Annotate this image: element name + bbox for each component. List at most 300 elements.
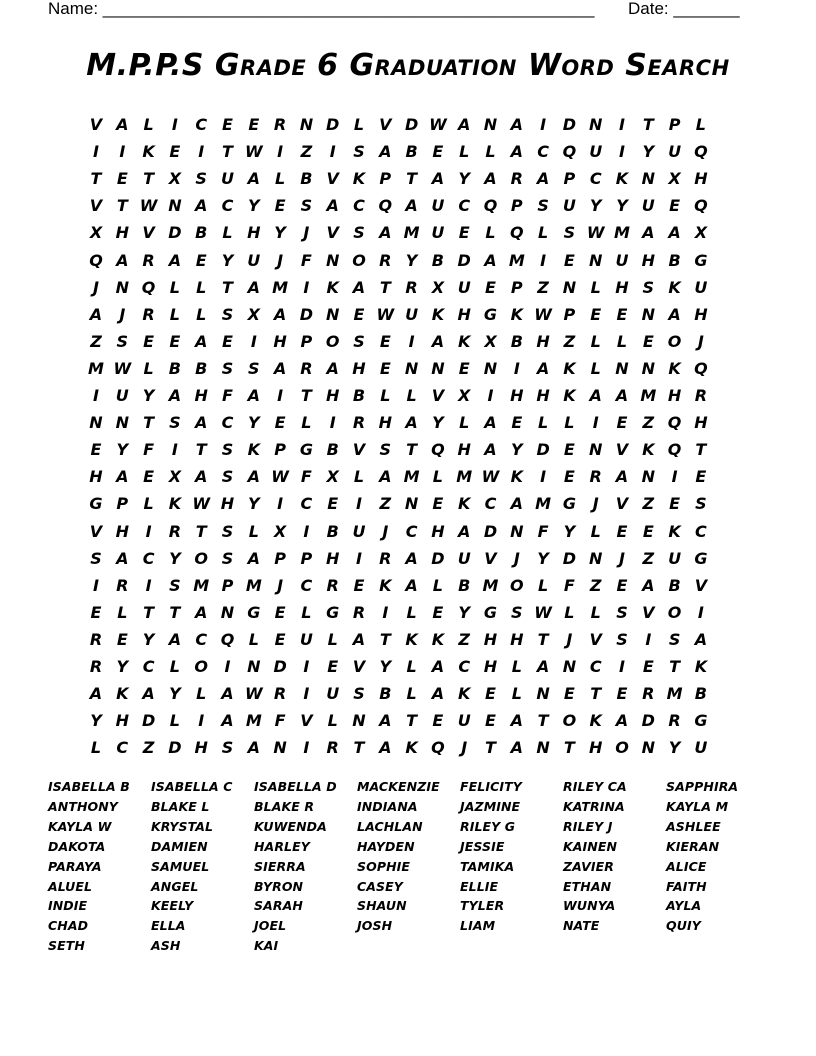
grid-letter[interactable]: V: [326, 169, 339, 189]
grid-letter[interactable]: Z: [642, 494, 655, 514]
grid-letter[interactable]: O: [352, 250, 366, 270]
grid-letter[interactable]: E: [353, 304, 365, 324]
grid-letter[interactable]: K: [589, 711, 602, 731]
grid-letter[interactable]: U: [668, 142, 682, 162]
grid-letter[interactable]: R: [694, 386, 708, 405]
grid-letter[interactable]: Y: [90, 711, 102, 731]
grid-letter[interactable]: A: [116, 467, 129, 487]
grid-letter[interactable]: A: [273, 358, 287, 378]
grid-letter[interactable]: Y: [142, 629, 155, 649]
grid-letter[interactable]: M: [456, 467, 473, 487]
grid-letter[interactable]: W: [192, 494, 211, 514]
grid-letter[interactable]: U: [668, 548, 682, 568]
grid-letter[interactable]: T: [169, 602, 181, 622]
grid-letter[interactable]: L: [169, 657, 180, 676]
grid-letter[interactable]: S: [221, 440, 234, 460]
grid-letter[interactable]: E: [169, 142, 181, 162]
grid-letter[interactable]: H: [352, 358, 366, 378]
grid-letter[interactable]: K: [247, 440, 260, 460]
grid-letter[interactable]: G: [562, 494, 576, 514]
grid-letter[interactable]: K: [405, 738, 418, 758]
grid-letter[interactable]: Q: [562, 142, 577, 162]
grid-letter[interactable]: L: [511, 657, 522, 676]
grid-letter[interactable]: S: [221, 304, 234, 324]
grid-letter[interactable]: Y: [169, 684, 181, 704]
grid-letter[interactable]: E: [432, 602, 444, 622]
grid-letter[interactable]: F: [537, 521, 549, 541]
grid-letter[interactable]: F: [274, 711, 286, 731]
grid-letter[interactable]: S: [300, 196, 313, 216]
grid-letter[interactable]: P: [300, 548, 313, 568]
grid-letter[interactable]: G: [694, 711, 708, 731]
grid-letter[interactable]: L: [143, 494, 154, 514]
grid-letter[interactable]: I: [303, 738, 310, 758]
grid-letter[interactable]: N: [89, 413, 103, 433]
grid-letter[interactable]: N: [404, 494, 419, 514]
grid-letter[interactable]: D: [273, 657, 287, 676]
grid-letter[interactable]: A: [194, 602, 208, 622]
grid-letter[interactable]: I: [540, 467, 547, 487]
grid-letter[interactable]: A: [116, 250, 129, 270]
grid-letter[interactable]: Z: [300, 142, 313, 162]
grid-letter[interactable]: S: [668, 629, 681, 649]
grid-letter[interactable]: X: [247, 304, 260, 324]
grid-letter[interactable]: Y: [274, 223, 286, 243]
grid-letter[interactable]: B: [326, 521, 339, 541]
grid-letter[interactable]: P: [563, 169, 576, 189]
grid-letter[interactable]: L: [380, 386, 391, 405]
grid-letter[interactable]: S: [221, 548, 234, 568]
grid-letter[interactable]: E: [485, 277, 496, 297]
grid-letter[interactable]: N: [325, 304, 340, 324]
grid-letter[interactable]: L: [274, 169, 286, 189]
grid-letter[interactable]: Q: [378, 196, 393, 216]
grid-letter[interactable]: I: [93, 142, 99, 162]
grid-letter[interactable]: L: [301, 602, 312, 622]
grid-letter[interactable]: L: [169, 711, 180, 731]
grid-letter[interactable]: C: [458, 657, 471, 676]
grid-letter[interactable]: X: [431, 277, 445, 297]
grid-letter[interactable]: C: [195, 115, 208, 134]
grid-letter[interactable]: L: [406, 657, 417, 676]
grid-letter[interactable]: U: [431, 223, 445, 243]
grid-letter[interactable]: E: [327, 657, 339, 676]
grid-letter[interactable]: S: [248, 358, 260, 378]
grid-letter[interactable]: A: [457, 115, 471, 134]
grid-letter[interactable]: L: [196, 684, 207, 704]
grid-letter[interactable]: K: [510, 304, 523, 324]
grid-letter[interactable]: A: [352, 629, 366, 649]
grid-letter[interactable]: L: [353, 115, 365, 134]
grid-letter[interactable]: A: [431, 684, 445, 704]
grid-letter[interactable]: E: [563, 440, 575, 460]
grid-letter[interactable]: A: [326, 196, 339, 216]
grid-letter[interactable]: A: [484, 413, 497, 433]
grid-letter[interactable]: J: [382, 521, 389, 541]
grid-letter[interactable]: W: [586, 223, 605, 243]
grid-letter[interactable]: C: [695, 521, 707, 541]
grid-letter[interactable]: R: [142, 250, 155, 270]
grid-letter[interactable]: B: [168, 358, 181, 378]
grid-letter[interactable]: Q: [694, 358, 708, 378]
grid-letter[interactable]: H: [694, 413, 708, 433]
grid-letter[interactable]: O: [667, 331, 682, 351]
grid-letter[interactable]: B: [694, 684, 707, 704]
grid-letter[interactable]: L: [590, 521, 601, 541]
grid-letter[interactable]: T: [195, 440, 207, 460]
grid-letter[interactable]: K: [510, 467, 523, 487]
grid-letter[interactable]: A: [642, 223, 655, 243]
grid-letter[interactable]: D: [483, 521, 498, 541]
grid-letter[interactable]: U: [457, 277, 471, 297]
grid-letter[interactable]: U: [694, 738, 708, 758]
grid-letter[interactable]: U: [247, 250, 261, 270]
grid-letter[interactable]: T: [300, 386, 312, 405]
grid-letter[interactable]: E: [432, 494, 444, 514]
grid-letter[interactable]: V: [615, 440, 629, 460]
grid-letter[interactable]: H: [325, 548, 340, 568]
grid-letter[interactable]: Y: [221, 250, 234, 270]
grid-letter[interactable]: H: [536, 386, 550, 405]
grid-letter[interactable]: S: [353, 142, 365, 162]
grid-letter[interactable]: U: [562, 196, 576, 216]
grid-letter[interactable]: U: [405, 304, 419, 324]
grid-letter[interactable]: N: [352, 711, 366, 731]
grid-letter[interactable]: V: [352, 440, 366, 460]
grid-letter[interactable]: G: [694, 250, 708, 270]
grid-letter[interactable]: A: [405, 413, 418, 433]
grid-letter[interactable]: Y: [668, 738, 681, 758]
grid-letter[interactable]: P: [274, 548, 286, 568]
grid-letter[interactable]: U: [457, 548, 471, 568]
grid-letter[interactable]: I: [303, 684, 310, 704]
grid-letter[interactable]: S: [221, 738, 234, 758]
grid-letter[interactable]: U: [457, 711, 471, 731]
grid-letter[interactable]: H: [667, 386, 682, 405]
grid-letter[interactable]: L: [564, 413, 575, 433]
grid-letter[interactable]: C: [537, 142, 549, 162]
grid-letter[interactable]: I: [145, 521, 152, 541]
grid-letter[interactable]: E: [695, 467, 707, 487]
grid-letter[interactable]: Z: [563, 331, 576, 351]
grid-letter[interactable]: U: [615, 250, 629, 270]
grid-letter[interactable]: T: [669, 657, 681, 676]
grid-letter[interactable]: G: [483, 304, 498, 324]
grid-letter[interactable]: H: [457, 304, 471, 324]
grid-letter[interactable]: E: [222, 331, 233, 351]
grid-letter[interactable]: H: [641, 250, 655, 270]
grid-letter[interactable]: D: [562, 115, 577, 134]
grid-letter[interactable]: I: [277, 142, 284, 162]
grid-letter[interactable]: Y: [169, 548, 181, 568]
grid-letter[interactable]: E: [248, 115, 260, 134]
grid-letter[interactable]: X: [89, 223, 103, 243]
grid-letter[interactable]: C: [195, 629, 208, 649]
grid-letter[interactable]: C: [405, 521, 418, 541]
grid-letter[interactable]: P: [300, 331, 313, 351]
grid-letter[interactable]: L: [248, 521, 259, 541]
grid-letter[interactable]: N: [431, 358, 445, 378]
grid-letter[interactable]: T: [353, 738, 365, 758]
grid-letter[interactable]: C: [142, 548, 155, 568]
grid-letter[interactable]: F: [222, 386, 233, 405]
grid-letter[interactable]: L: [143, 115, 154, 134]
grid-letter[interactable]: B: [668, 250, 681, 270]
grid-letter[interactable]: F: [563, 575, 575, 595]
grid-letter[interactable]: I: [171, 440, 178, 460]
grid-letter[interactable]: G: [694, 548, 708, 568]
grid-letter[interactable]: N: [168, 196, 182, 216]
grid-letter[interactable]: E: [274, 196, 286, 216]
grid-letter[interactable]: S: [221, 521, 234, 541]
grid-letter[interactable]: H: [115, 711, 129, 731]
grid-letter[interactable]: L: [432, 467, 443, 487]
grid-letter[interactable]: L: [353, 467, 365, 487]
grid-letter[interactable]: E: [642, 331, 654, 351]
grid-letter[interactable]: L: [695, 115, 706, 134]
grid-letter[interactable]: U: [326, 684, 340, 704]
grid-letter[interactable]: L: [406, 684, 417, 704]
grid-letter[interactable]: E: [116, 169, 128, 189]
grid-letter[interactable]: A: [615, 711, 629, 731]
grid-letter[interactable]: A: [379, 738, 392, 758]
grid-letter[interactable]: U: [221, 169, 234, 189]
grid-letter[interactable]: L: [511, 684, 522, 704]
grid-letter[interactable]: L: [485, 223, 496, 243]
grid-letter[interactable]: R: [510, 169, 523, 189]
grid-letter[interactable]: H: [325, 386, 340, 405]
grid-letter[interactable]: Y: [458, 602, 470, 622]
grid-letter[interactable]: A: [510, 494, 523, 514]
grid-letter[interactable]: A: [247, 548, 260, 568]
grid-letter[interactable]: Q: [667, 440, 682, 460]
grid-letter[interactable]: S: [511, 602, 523, 622]
grid-letter[interactable]: T: [642, 115, 654, 134]
grid-letter[interactable]: L: [90, 738, 102, 758]
grid-letter[interactable]: E: [563, 684, 575, 704]
grid-letter[interactable]: F: [300, 250, 312, 270]
grid-letter[interactable]: G: [326, 602, 340, 622]
grid-letter[interactable]: I: [619, 142, 625, 162]
grid-letter[interactable]: H: [483, 657, 498, 676]
grid-letter[interactable]: C: [221, 196, 234, 216]
grid-letter[interactable]: H: [457, 440, 471, 460]
grid-letter[interactable]: E: [274, 602, 286, 622]
grid-letter[interactable]: I: [408, 331, 415, 351]
grid-letter[interactable]: P: [379, 169, 392, 189]
grid-letter[interactable]: W: [113, 358, 132, 378]
grid-letter[interactable]: C: [589, 169, 602, 189]
grid-letter[interactable]: A: [431, 331, 445, 351]
grid-letter[interactable]: D: [168, 223, 182, 243]
grid-letter[interactable]: I: [645, 629, 652, 649]
grid-letter[interactable]: Q: [509, 223, 524, 243]
grid-letter[interactable]: X: [168, 169, 182, 189]
grid-letter[interactable]: Y: [248, 494, 260, 514]
grid-letter[interactable]: N: [325, 250, 340, 270]
grid-letter[interactable]: F: [143, 440, 155, 460]
grid-letter[interactable]: I: [224, 657, 231, 676]
grid-letter[interactable]: E: [642, 521, 654, 541]
grid-letter[interactable]: X: [273, 521, 287, 541]
grid-letter[interactable]: S: [537, 196, 549, 216]
grid-letter[interactable]: R: [326, 575, 339, 595]
grid-letter[interactable]: I: [540, 250, 547, 270]
grid-letter[interactable]: C: [116, 738, 129, 758]
grid-letter[interactable]: Y: [379, 657, 392, 676]
grid-letter[interactable]: A: [668, 304, 681, 324]
grid-letter[interactable]: L: [196, 304, 207, 324]
grid-letter[interactable]: E: [485, 711, 496, 731]
grid-letter[interactable]: J: [303, 223, 310, 243]
grid-letter[interactable]: S: [353, 223, 365, 243]
grid-letter[interactable]: S: [169, 575, 181, 595]
grid-letter[interactable]: T: [116, 196, 128, 216]
grid-letter[interactable]: U: [299, 629, 313, 649]
grid-letter[interactable]: I: [93, 575, 99, 595]
grid-letter[interactable]: V: [589, 629, 602, 649]
grid-letter[interactable]: A: [194, 196, 208, 216]
grid-letter[interactable]: L: [432, 575, 443, 595]
grid-letter[interactable]: E: [169, 331, 181, 351]
grid-letter[interactable]: I: [198, 142, 205, 162]
grid-letter[interactable]: N: [483, 115, 498, 134]
grid-letter[interactable]: L: [537, 575, 549, 595]
grid-letter[interactable]: Z: [537, 277, 549, 297]
grid-letter[interactable]: R: [273, 684, 287, 704]
grid-letter[interactable]: Z: [379, 494, 392, 514]
grid-letter[interactable]: A: [642, 575, 655, 595]
grid-letter[interactable]: T: [222, 277, 233, 297]
grid-letter[interactable]: V: [431, 386, 445, 405]
grid-letter[interactable]: M: [403, 223, 420, 243]
grid-letter[interactable]: I: [145, 575, 152, 595]
grid-letter[interactable]: T: [485, 738, 496, 758]
grid-letter[interactable]: N: [588, 548, 603, 568]
grid-letter[interactable]: D: [562, 548, 577, 568]
grid-letter[interactable]: T: [90, 169, 102, 189]
grid-letter[interactable]: N: [641, 169, 655, 189]
grid-letter[interactable]: J: [277, 575, 284, 595]
grid-letter[interactable]: H: [273, 331, 287, 351]
grid-letter[interactable]: K: [457, 684, 471, 704]
grid-letter[interactable]: Q: [694, 196, 708, 216]
grid-letter[interactable]: P: [221, 575, 234, 595]
grid-letter[interactable]: L: [459, 413, 470, 433]
grid-letter[interactable]: X: [694, 223, 708, 243]
grid-letter[interactable]: Q: [220, 629, 235, 649]
grid-letter[interactable]: K: [563, 386, 576, 405]
grid-letter[interactable]: W: [481, 467, 500, 487]
grid-letter[interactable]: Z: [90, 331, 102, 351]
grid-letter[interactable]: A: [379, 223, 392, 243]
grid-letter[interactable]: K: [668, 277, 681, 297]
grid-letter[interactable]: A: [536, 358, 550, 378]
grid-letter[interactable]: O: [615, 738, 629, 758]
grid-letter[interactable]: Y: [563, 521, 576, 541]
grid-letter[interactable]: L: [196, 277, 207, 297]
grid-letter[interactable]: H: [694, 169, 708, 189]
grid-letter[interactable]: O: [562, 711, 577, 731]
grid-letter[interactable]: I: [93, 386, 99, 405]
grid-letter[interactable]: D: [641, 711, 655, 731]
grid-letter[interactable]: A: [536, 657, 550, 676]
grid-letter[interactable]: H: [220, 494, 235, 514]
grid-letter[interactable]: A: [405, 575, 418, 595]
grid-letter[interactable]: T: [222, 142, 233, 162]
grid-letter[interactable]: K: [457, 494, 471, 514]
grid-letter[interactable]: D: [431, 548, 445, 568]
grid-letter[interactable]: V: [89, 196, 103, 216]
grid-letter[interactable]: A: [510, 115, 523, 134]
grid-letter[interactable]: E: [458, 358, 470, 378]
grid-letter[interactable]: R: [142, 304, 155, 324]
grid-letter[interactable]: K: [405, 629, 418, 649]
grid-letter[interactable]: H: [694, 304, 708, 324]
grid-letter[interactable]: J: [513, 548, 520, 568]
grid-letter[interactable]: Y: [458, 169, 470, 189]
grid-letter[interactable]: H: [194, 386, 208, 405]
grid-letter[interactable]: I: [619, 657, 625, 676]
grid-letter[interactable]: V: [142, 223, 155, 243]
grid-letter[interactable]: Q: [483, 196, 498, 216]
grid-letter[interactable]: A: [326, 358, 339, 378]
grid-letter[interactable]: I: [356, 494, 362, 514]
grid-letter[interactable]: B: [195, 358, 208, 378]
grid-letter[interactable]: K: [168, 494, 182, 514]
grid-letter[interactable]: E: [143, 331, 155, 351]
grid-letter[interactable]: E: [195, 250, 207, 270]
grid-letter[interactable]: E: [458, 223, 470, 243]
grid-letter[interactable]: V: [352, 657, 366, 676]
grid-letter[interactable]: S: [616, 602, 628, 622]
grid-letter[interactable]: L: [564, 602, 575, 622]
grid-letter[interactable]: A: [589, 386, 602, 405]
grid-letter[interactable]: I: [329, 142, 336, 162]
grid-letter[interactable]: A: [168, 386, 182, 405]
grid-letter[interactable]: O: [325, 331, 340, 351]
grid-letter[interactable]: J: [93, 277, 99, 297]
grid-letter[interactable]: B: [458, 575, 471, 595]
grid-letter[interactable]: T: [379, 629, 391, 649]
grid-letter[interactable]: A: [510, 738, 523, 758]
grid-letter[interactable]: Z: [458, 629, 470, 649]
grid-letter[interactable]: N: [220, 602, 235, 622]
grid-letter[interactable]: L: [459, 142, 470, 162]
grid-letter[interactable]: N: [588, 115, 603, 134]
grid-letter[interactable]: Y: [248, 413, 260, 433]
grid-letter[interactable]: C: [353, 196, 365, 216]
grid-letter[interactable]: I: [303, 277, 310, 297]
grid-letter[interactable]: A: [379, 467, 392, 487]
grid-letter[interactable]: E: [616, 413, 628, 433]
grid-letter[interactable]: C: [458, 196, 471, 216]
grid-letter[interactable]: A: [615, 467, 629, 487]
grid-letter[interactable]: L: [143, 358, 154, 378]
grid-letter[interactable]: L: [616, 331, 628, 351]
grid-letter[interactable]: E: [563, 250, 575, 270]
grid-letter[interactable]: R: [168, 521, 182, 541]
grid-letter[interactable]: N: [641, 304, 655, 324]
grid-letter[interactable]: Y: [116, 440, 129, 460]
grid-letter[interactable]: G: [299, 440, 313, 460]
grid-letter[interactable]: I: [487, 386, 494, 405]
grid-letter[interactable]: E: [616, 304, 628, 324]
grid-letter[interactable]: Z: [642, 413, 655, 433]
grid-letter[interactable]: L: [327, 711, 338, 731]
grid-letter[interactable]: Q: [667, 413, 682, 433]
grid-letter[interactable]: N: [536, 684, 550, 704]
